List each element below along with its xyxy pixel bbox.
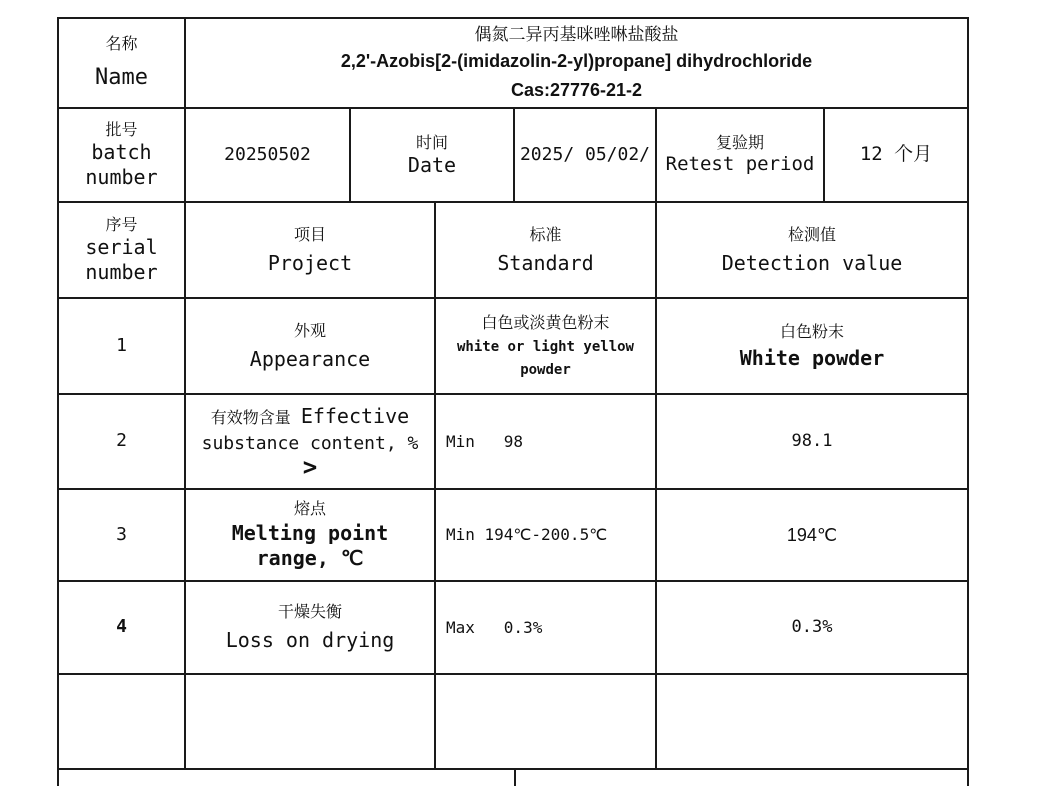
detection-header bbox=[657, 203, 967, 297]
standard-zh: 白色或淡黄色粉末 bbox=[481, 312, 610, 332]
standard-value: Max 0.3% bbox=[446, 617, 543, 637]
retest-label-cell bbox=[657, 109, 823, 201]
table-row bbox=[59, 582, 184, 673]
grid-line bbox=[514, 768, 516, 786]
grid-line bbox=[57, 673, 969, 675]
item-zh: 干燥失衡 bbox=[277, 602, 342, 621]
item-en: range, ℃ bbox=[256, 546, 364, 570]
grid-line bbox=[967, 17, 969, 786]
retest-label-en: Retest period bbox=[665, 153, 815, 176]
detection-header-zh: 检测值 bbox=[787, 224, 836, 244]
date-value-cell bbox=[515, 109, 655, 201]
greater-than-symbol: > bbox=[302, 453, 318, 482]
name-label-cell bbox=[59, 19, 184, 107]
date-label-en: Date bbox=[407, 152, 457, 177]
standard-cell bbox=[436, 582, 655, 673]
standard-value: Min 98 bbox=[446, 431, 524, 451]
result-value: 194℃ bbox=[786, 524, 838, 545]
serial-header-en: number bbox=[85, 260, 158, 284]
batch-label-zh: 批号 bbox=[105, 120, 138, 139]
table-row bbox=[59, 395, 184, 488]
date-value: 2025/ 05/02/ bbox=[519, 143, 651, 165]
item-en: Effective bbox=[300, 403, 410, 428]
row-number: 3 bbox=[116, 523, 127, 545]
result-cell bbox=[657, 490, 967, 580]
item-en: Loss on drying bbox=[225, 628, 395, 652]
table-row bbox=[59, 299, 184, 393]
item-zh: 熔点 bbox=[293, 499, 326, 518]
retest-value: 12 个月 bbox=[859, 143, 933, 166]
result-cell bbox=[657, 395, 967, 488]
name-label-en: Name bbox=[95, 65, 148, 91]
result-value: 0.3% bbox=[791, 616, 833, 637]
row-number: 1 bbox=[116, 334, 127, 356]
name-label-zh: 名称 bbox=[105, 34, 138, 54]
product-name-cell bbox=[186, 19, 967, 107]
batch-number: 20250502 bbox=[224, 143, 311, 165]
item-en: Melting point bbox=[231, 521, 389, 545]
serial-header-en: serial bbox=[85, 235, 158, 259]
batch-label-en: number bbox=[85, 165, 158, 189]
item-cell bbox=[186, 299, 434, 393]
row-number: 4 bbox=[116, 616, 127, 638]
project-header-en: Project bbox=[267, 250, 353, 275]
table-row bbox=[59, 490, 184, 580]
batch-label-en: batch bbox=[91, 140, 152, 164]
serial-header-zh: 序号 bbox=[105, 215, 138, 234]
retest-value-cell bbox=[825, 109, 967, 201]
result-cell bbox=[657, 582, 967, 673]
item-cell bbox=[186, 582, 434, 673]
standard-cell bbox=[436, 299, 655, 393]
standard-value: Min 194℃-200.5℃ bbox=[446, 525, 608, 544]
item-en: substance content, % bbox=[201, 432, 419, 454]
standard-cell bbox=[436, 395, 655, 488]
item-en: Appearance bbox=[249, 346, 371, 371]
item-zh: 有效物含量 bbox=[210, 407, 291, 427]
item-cell bbox=[186, 395, 434, 488]
standard-header bbox=[436, 203, 655, 297]
item-cell bbox=[186, 490, 434, 580]
batch-label-cell bbox=[59, 109, 184, 201]
product-name-zh: 偶氮二异丙基咪唑啉盐酸盐 bbox=[474, 24, 679, 45]
grid-line bbox=[57, 768, 969, 770]
retest-label-zh: 复验期 bbox=[715, 133, 764, 153]
standard-en: white or light yellow bbox=[456, 338, 634, 355]
project-header-zh: 项目 bbox=[293, 224, 326, 244]
serial-header bbox=[59, 203, 184, 297]
result-cell bbox=[657, 299, 967, 393]
standard-en: powder bbox=[520, 362, 571, 378]
result-value: 98.1 bbox=[791, 430, 833, 451]
standard-header-en: Standard bbox=[497, 250, 594, 275]
result-zh: 白色粉末 bbox=[779, 321, 844, 341]
date-label-cell bbox=[351, 109, 513, 201]
row-number: 2 bbox=[116, 430, 127, 452]
item-zh: 外观 bbox=[293, 320, 326, 340]
detection-header-en: Detection value bbox=[721, 250, 903, 275]
result-en: White powder bbox=[739, 345, 885, 370]
standard-cell bbox=[436, 490, 655, 580]
standard-header-zh: 标准 bbox=[529, 224, 562, 244]
product-name-en: 2,2'-Azobis[2-(imidazolin-2-yl)propane] dihydrochloride bbox=[340, 51, 813, 72]
item-first-line bbox=[211, 404, 409, 429]
cas-number: Cas:27776-21-2 bbox=[510, 79, 643, 100]
project-header bbox=[186, 203, 434, 297]
batch-value-cell bbox=[186, 109, 349, 201]
date-label-zh: 时间 bbox=[415, 132, 448, 152]
